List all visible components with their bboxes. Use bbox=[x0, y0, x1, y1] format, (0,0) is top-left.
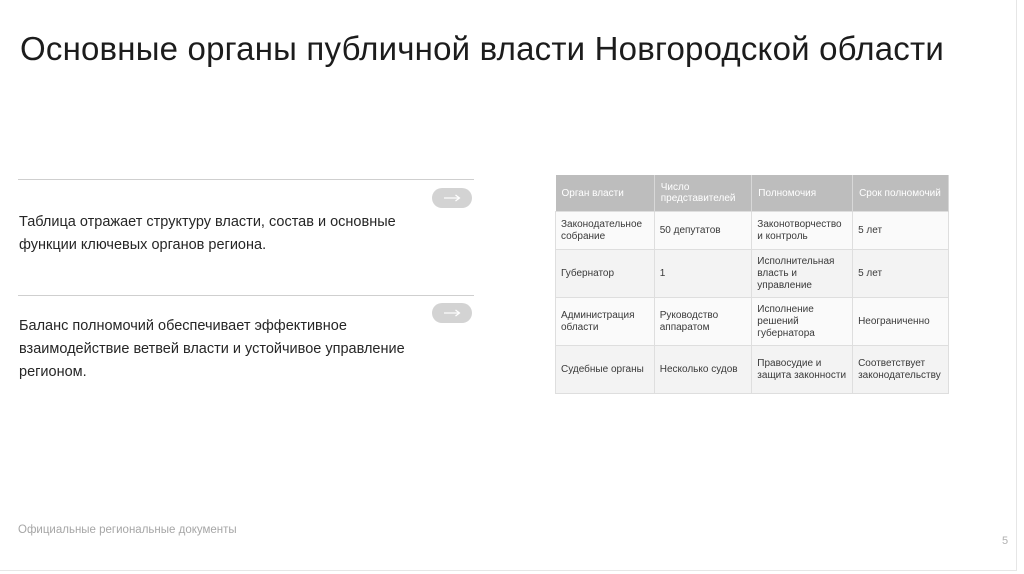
slide-title: Основные органы публичной власти Новгородской области bbox=[20, 30, 944, 67]
table-cell: Исполнение решений губернатора bbox=[752, 298, 853, 346]
table-cell: Руководство аппаратом bbox=[654, 298, 752, 346]
point-text-1: Таблица отражает структуру власти, состав и основные функции ключевых органов региона. bbox=[19, 214, 396, 253]
table-cell: Законодательное собрание bbox=[556, 212, 655, 250]
point-text-2: Баланс полномочий обеспечивает эффективное взаимодействие ветвей власти и устойчивое управление регионом. bbox=[19, 318, 405, 380]
page-number: 5 bbox=[1002, 535, 1009, 547]
table-cell: 5 лет bbox=[853, 212, 949, 250]
next-button-1[interactable] bbox=[432, 188, 472, 208]
table-cell: Судебные органы bbox=[556, 346, 655, 394]
table-header-row bbox=[556, 175, 949, 212]
table-row bbox=[556, 346, 949, 394]
header-cell: Полномочия bbox=[752, 175, 853, 212]
divider-1 bbox=[18, 179, 474, 180]
divider-2 bbox=[18, 295, 474, 296]
table-row bbox=[556, 250, 949, 298]
table-cell: Исполнительная власть и управление bbox=[752, 250, 853, 298]
header-cell: Орган власти bbox=[556, 175, 655, 212]
table-cell: Соответствует законодательству bbox=[853, 346, 949, 394]
table-cell: 5 лет bbox=[853, 250, 949, 298]
table-cell: 1 bbox=[654, 250, 752, 298]
header-cell: Число представителей bbox=[654, 175, 752, 212]
header-cell: Срок полномочий bbox=[853, 175, 949, 212]
arrow-right-icon bbox=[443, 194, 461, 202]
arrow-right-icon bbox=[443, 309, 461, 317]
table-cell: Правосудие и защита законности bbox=[752, 346, 853, 394]
table-row bbox=[556, 212, 949, 250]
table-cell: Администрация области bbox=[556, 298, 655, 346]
table-cell: Несколько судов bbox=[654, 346, 752, 394]
table-cell: Законотворчество и контроль bbox=[752, 212, 853, 250]
table-row bbox=[556, 298, 949, 346]
footer-source: Официальные региональные документы bbox=[18, 524, 237, 536]
table-cell: 50 депутатов bbox=[654, 212, 752, 250]
authorities-table bbox=[555, 175, 949, 394]
table-cell: Губернатор bbox=[556, 250, 655, 298]
table-cell: Неограниченно bbox=[853, 298, 949, 346]
